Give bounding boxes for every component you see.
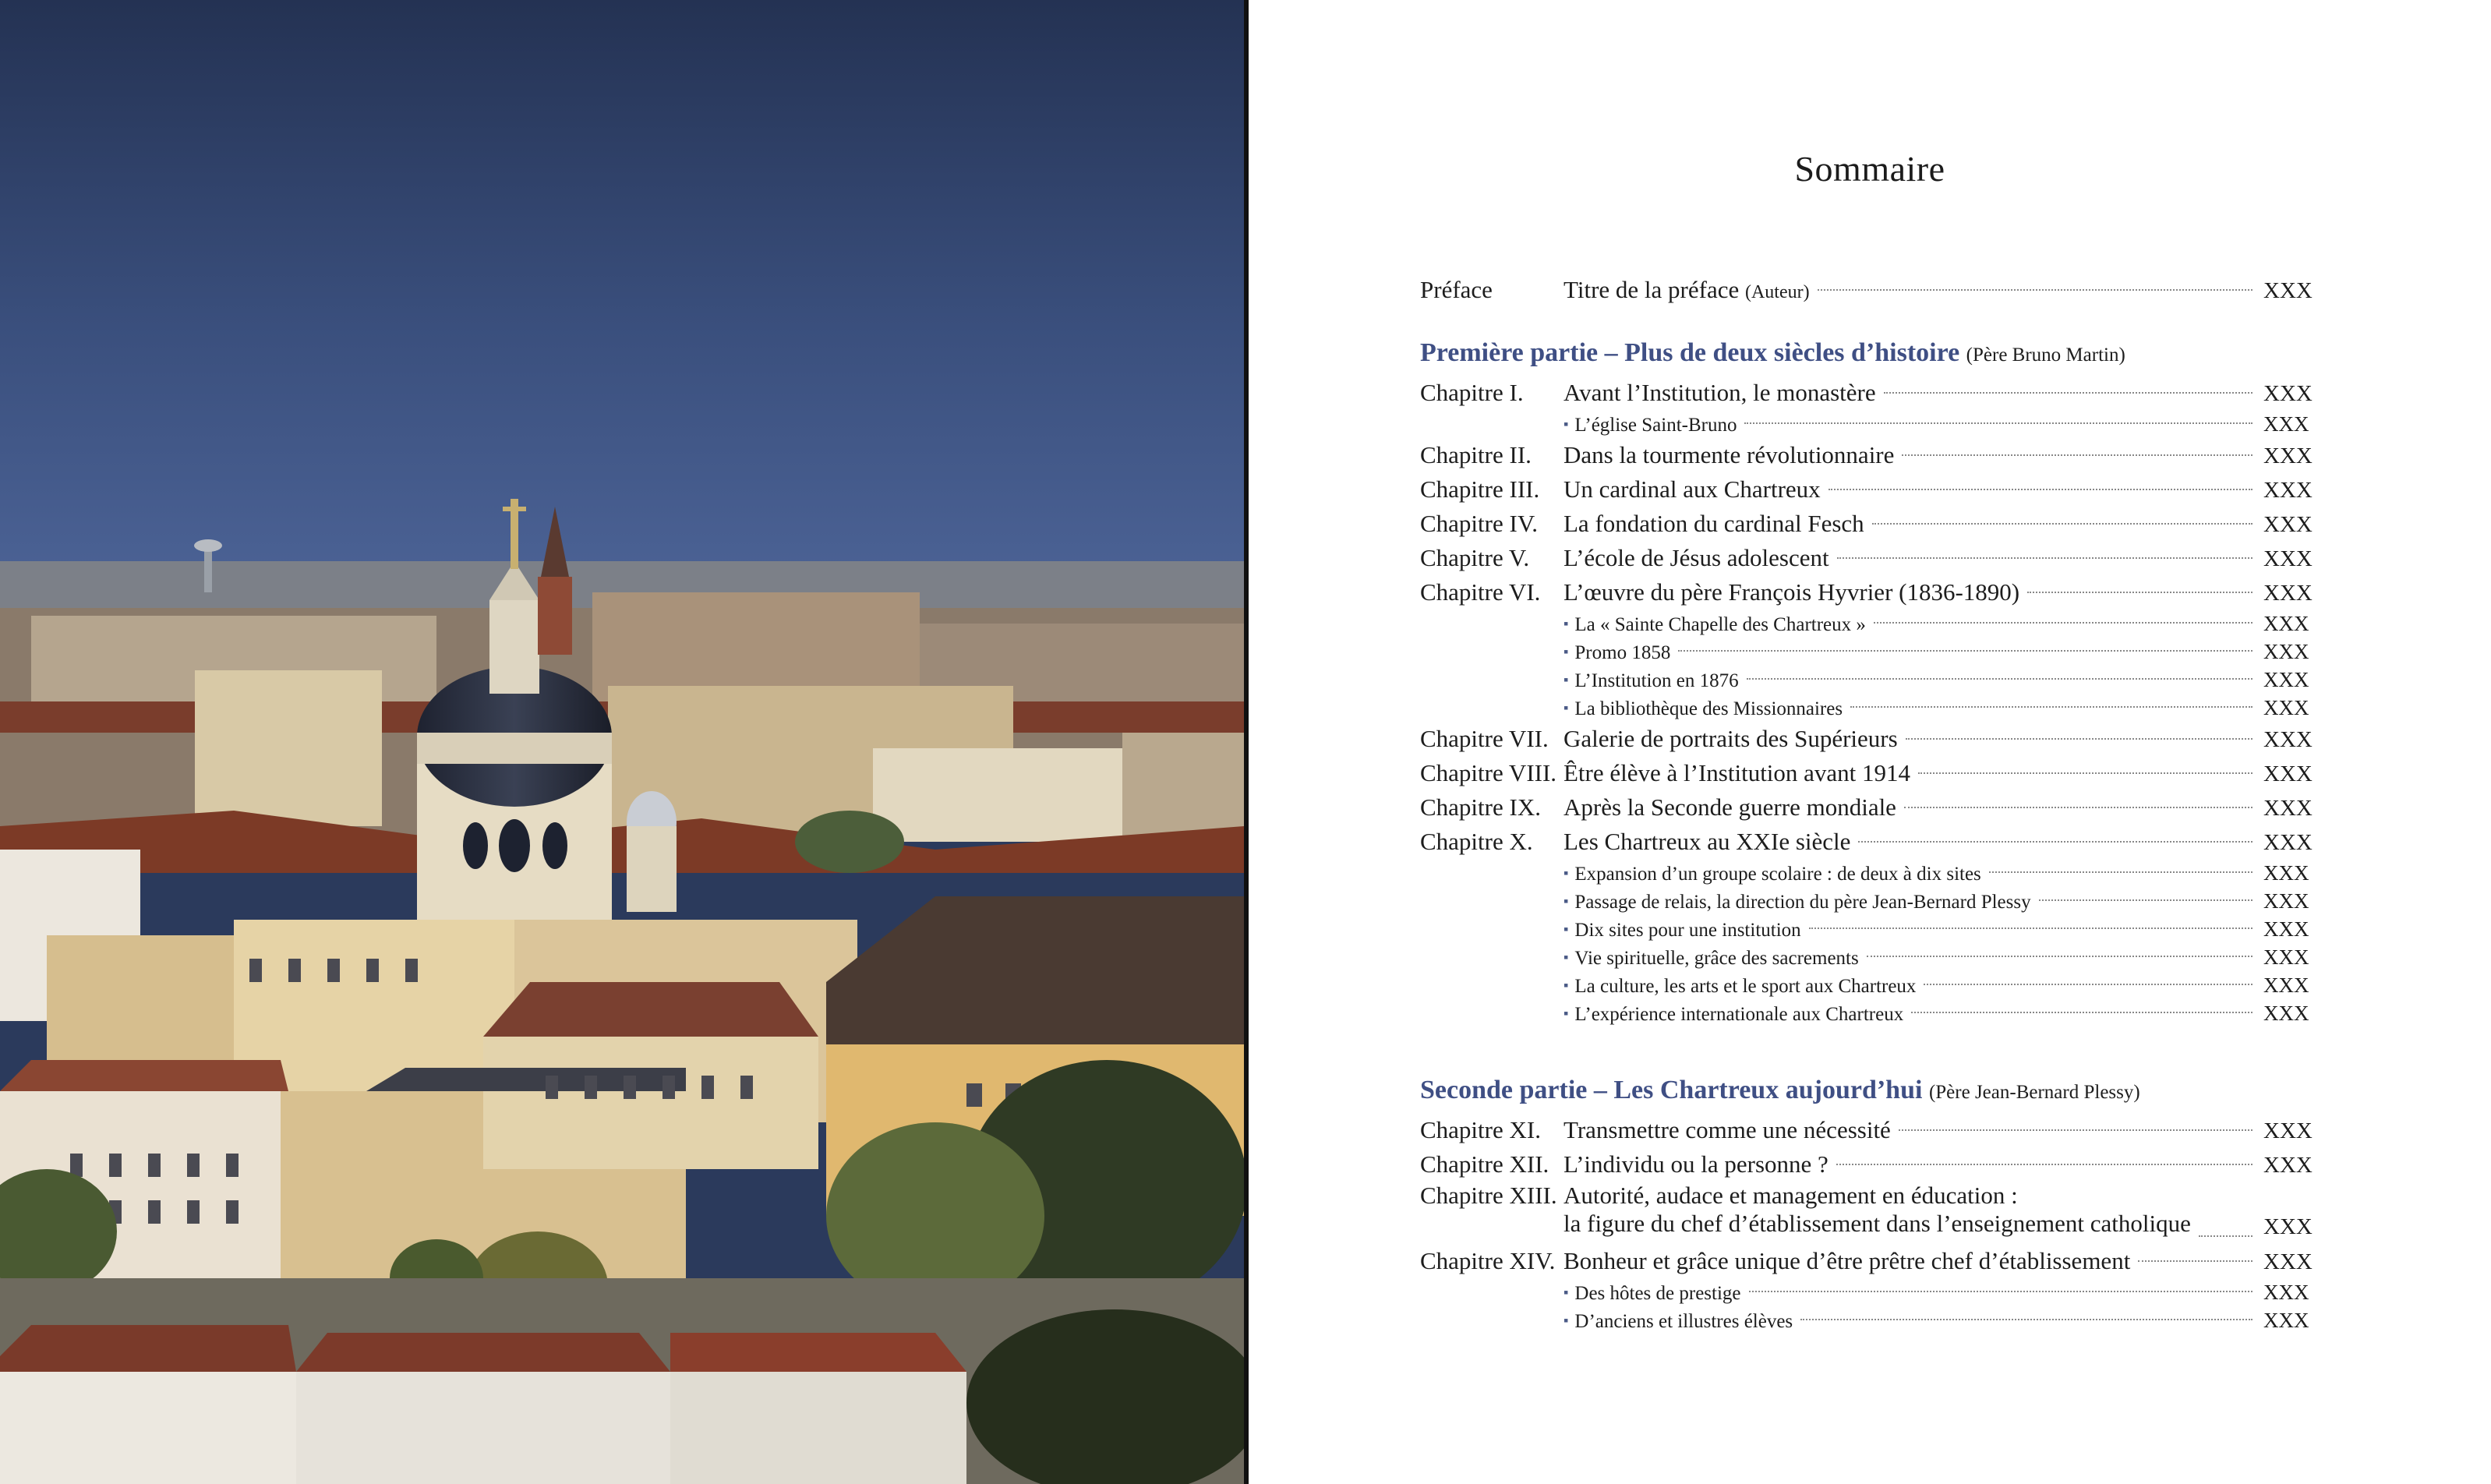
entry-page: XXX [2263,478,2313,503]
entry-page: XXX [2263,761,2313,786]
leader-dots [1828,489,2252,490]
leader-dots [1924,984,2252,985]
table-of-contents [1420,273,2313,1334]
toc-entry-chapter[interactable] [1420,756,2313,790]
part-title: Seconde partie – Les Chartreux aujourd’hui [1420,1076,1923,1104]
entry-page: XXX [2263,1309,2309,1332]
entry-label: Chapitre I. [1420,379,1524,406]
entry-page: XXX [2263,612,2309,635]
entry-page: XXX [2263,668,2309,691]
lyon-cityscape-image [0,0,1244,1484]
entry-title: ▪ Des hôtes de prestige [1564,1280,1741,1309]
part-author: (Père Jean-Bernard Plessy) [1928,1082,2140,1103]
entry-page: XXX [2263,1214,2313,1239]
toc-entry-section[interactable] [1420,887,2309,915]
entry-title: Titre de la préface (Auteur) [1564,276,1810,303]
toc-entry-section[interactable] [1420,694,2309,722]
entry-page: XXX [2263,796,2313,821]
toc-entry-chapter[interactable] [1420,1244,2313,1278]
toc-entry-section[interactable] [1420,638,2309,666]
entry-title: ▪ Vie spirituelle, grâce des sacrements [1564,945,1859,973]
toc-entry-chapter[interactable] [1420,376,2313,410]
entry-label: Chapitre VI. [1420,578,1541,606]
entry-page: XXX [2263,278,2313,303]
entry-title: ▪ L’église Saint-Bruno [1564,412,1737,440]
entry-title: ▪ La culture, les arts et le sport aux Chartreux [1564,973,1916,1002]
leader-dots [1836,1164,2252,1165]
entry-page: XXX [2263,381,2313,406]
leader-dots [1867,956,2252,957]
toc-entry-chapter[interactable] [1420,722,2313,756]
city-photograph [0,0,1244,1484]
entry-page: XXX [2263,1281,2309,1304]
entry-page: XXX [2263,581,2313,606]
entry-label: Chapitre XII. [1420,1150,1549,1178]
entry-page: XXX [2263,973,2309,997]
entry-page: XXX [2263,1249,2313,1274]
toc-entry-section[interactable] [1420,999,2309,1027]
part-heading-2[interactable] [1420,1068,2309,1113]
entry-author: (Auteur) [1744,282,1810,302]
part-author: (Père Bruno Martin) [1966,344,2125,366]
toc-entry-section[interactable] [1420,971,2309,999]
entry-title: L’individu ou la personne ? [1564,1150,1828,1178]
leader-dots [2138,1260,2252,1262]
toc-entry-chapter[interactable] [1420,438,2313,472]
entry-label: Chapitre XIII. [1420,1182,1557,1209]
part-title: Première partie – Plus de deux siècles d’histoire [1420,338,1960,367]
leader-dots [1906,738,2252,740]
entry-page: XXX [2263,546,2313,571]
leader-dots [1744,422,2252,424]
leader-dots [1872,523,2252,525]
leader-dots [1884,392,2252,394]
toc-entry-chapter[interactable] [1420,790,2313,825]
toc-entry-section[interactable] [1420,1278,2309,1306]
entry-title: ▪ La « Sainte Chapelle des Chartreux » [1564,611,1866,640]
toc-entry-section[interactable] [1420,666,2309,694]
toc-entry-preface[interactable] [1420,273,2313,307]
toc-entry-chapter[interactable] [1420,541,2313,575]
entry-title: Transmettre comme une nécessité [1564,1116,1891,1143]
entry-page: XXX [2263,861,2309,885]
entry-label: Chapitre II. [1420,441,1532,468]
entry-page: XXX [2263,1118,2313,1143]
entry-label: Chapitre V. [1420,544,1530,571]
leader-dots [1989,871,2252,873]
entry-title: Bonheur et grâce unique d’être prêtre chef d’établissement [1564,1247,2131,1274]
leader-dots [1678,650,2252,652]
entry-title: ▪ Promo 1858 [1564,639,1670,668]
entry-title: ▪ D’anciens et illustres élèves [1564,1308,1793,1337]
entry-page: XXX [2263,412,2309,436]
entry-title: Dans la tourmente révolutionnaire [1564,441,1895,468]
toc-entry-chapter[interactable] [1420,507,2313,541]
entry-title: ▪ L’expérience internationale aux Chartreux [1564,1001,1903,1030]
entry-title: ▪ Dix sites pour une institution [1564,917,1801,945]
leader-dots [1902,454,2252,456]
entry-page: XXX [2263,1153,2313,1178]
leader-dots [1809,928,2252,929]
entry-label: Chapitre VII. [1420,725,1549,752]
entry-title: ▪ L’Institution en 1876 [1564,667,1739,696]
entry-page: XXX [2263,1002,2309,1025]
entry-page: XXX [2263,443,2313,468]
entry-page: XXX [2263,917,2309,941]
toc-entry-section[interactable] [1420,410,2309,438]
toc-entry-chapter[interactable] [1420,575,2313,610]
leader-dots [1904,807,2252,808]
toc-page [1249,0,2491,1484]
leader-dots [1749,1291,2252,1292]
leader-dots [1899,1129,2252,1131]
entry-label: Chapitre III. [1420,475,1540,503]
leader-dots [1837,557,2252,559]
entry-page: XXX [2263,727,2313,752]
entry-title: Être élève à l’Institution avant 1914 [1564,759,1911,786]
leader-dots [1818,289,2252,291]
entry-label: Préface [1420,276,1493,303]
entry-title: La fondation du cardinal Fesch [1564,510,1864,537]
toc-entry-section[interactable] [1420,859,2309,887]
leader-dots [1747,678,2252,680]
entry-title: ▪ Expansion d’un groupe scolaire : de deux à dix sites [1564,860,1981,889]
part-heading-1[interactable] [1420,330,2309,376]
toc-entry-chapter[interactable] [1420,1147,2313,1182]
leader-dots [1800,1319,2252,1320]
entry-title: Un cardinal aux Chartreux [1564,475,1821,503]
entry-label: Chapitre IV. [1420,510,1538,537]
entry-label: Chapitre VIII. [1420,759,1557,786]
entry-page: XXX [2263,830,2313,855]
entry-title: Les Chartreux au XXIe siècle [1564,828,1851,855]
page-title: Sommaire [1794,149,1945,189]
entry-title: ▪ Passage de relais, la direction du père Jean-Bernard Plessy [1564,889,2031,917]
toc-entry-chapter[interactable] [1420,825,2313,859]
entry-page: XXX [2263,640,2309,663]
toc-entry-chapter[interactable] [1420,1113,2313,1147]
entry-title: ▪ La bibliothèque des Missionnaires [1564,695,1843,724]
entry-label: Chapitre X. [1420,828,1533,855]
leader-dots [1911,1012,2252,1013]
leader-dots [1918,772,2252,774]
entry-label: Chapitre IX. [1420,793,1541,821]
toc-entry-section[interactable] [1420,610,2309,638]
toc-entry-chapter[interactable] [1420,472,2313,507]
leader-dots [1858,841,2252,843]
leader-dots [2027,592,2252,593]
leader-dots [2039,899,2252,901]
entry-title: Avant l’Institution, le monastère [1564,379,1876,406]
leader-dots [2199,1235,2252,1237]
toc-entry-chapter[interactable] [1420,1182,2313,1244]
toc-entry-section[interactable] [1420,1306,2309,1334]
entry-page: XXX [2263,512,2313,537]
toc-entry-section[interactable] [1420,915,2309,943]
entry-title: Galerie de portraits des Supérieurs [1564,725,1898,752]
leader-dots [1874,622,2252,624]
entry-label: Chapitre XIV. [1420,1247,1556,1274]
leader-dots [1850,706,2252,708]
entry-label: Chapitre XI. [1420,1116,1541,1143]
entry-title: Après la Seconde guerre mondiale [1564,793,1896,821]
entry-page: XXX [2263,945,2309,969]
entry-title: L’école de Jésus adolescent [1564,544,1829,571]
entry-title: L’œuvre du père François Hyvrier (1836-1890) [1564,578,2020,606]
toc-entry-section[interactable] [1420,943,2309,971]
entry-page: XXX [2263,696,2309,719]
entry-page: XXX [2263,889,2309,913]
entry-title: Autorité, audace et management en éducation : la figure du chef d’établissement dans l’enseignement catholique [1564,1182,2191,1237]
